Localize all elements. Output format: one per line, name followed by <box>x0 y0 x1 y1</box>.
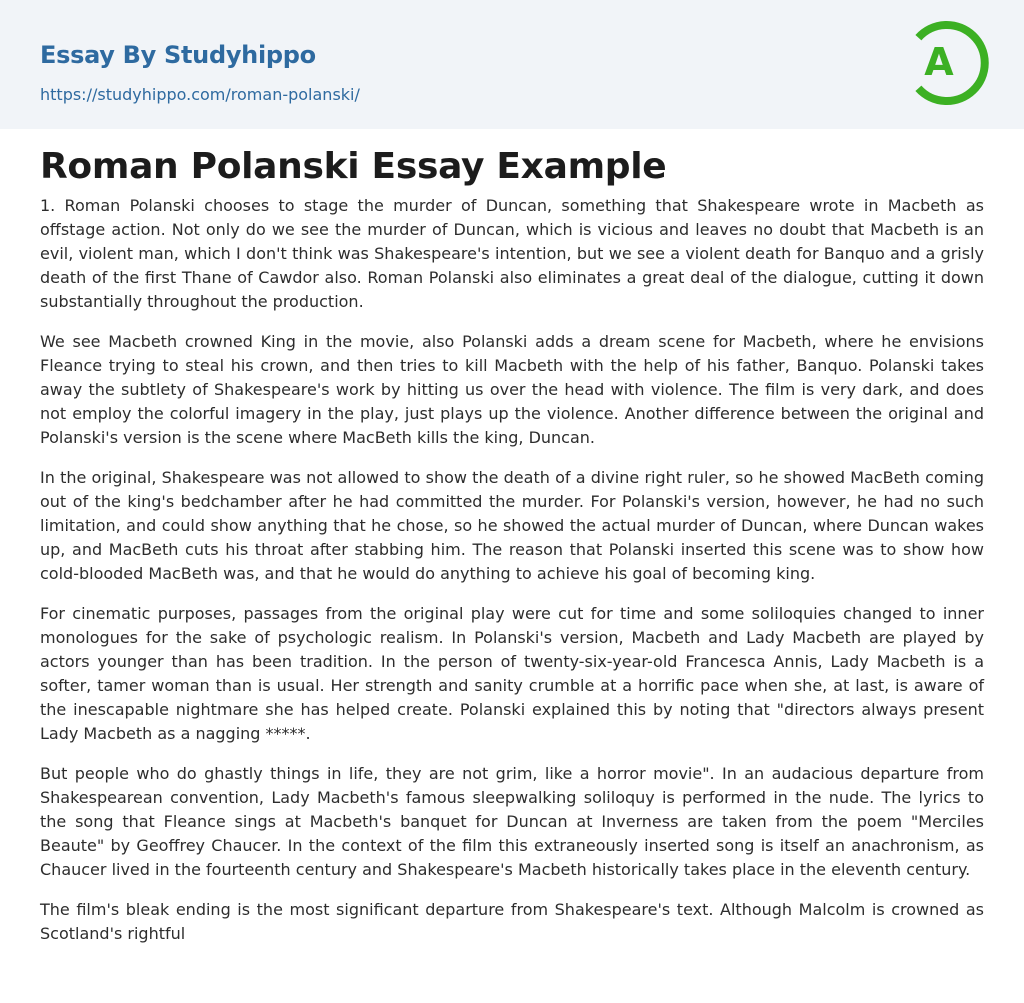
essay-body <box>40 194 984 962</box>
essay-paragraph: 1. Roman Polanski chooses to stage the murder of Duncan, something that Shakespeare wrote in Macbeth as offstage action. Not only do we see the murder of Duncan, which is vicious and leaves no doubt that Macbeth is an evil, violent man, which I don't think was Shakespeare's intention, but we see a violent death for Banquo and a grisly death of the first Thane of Cawdor also. Roman Polanski also eliminates a great deal of the dialogue, cutting it down substantially throughout the production. <box>40 196 984 311</box>
essay-paragraph: We see Macbeth crowned King in the movie, also Polanski adds a dream scene for Macbeth, where he envisions Fleance trying to steal his crown, and then tries to kill Macbeth with the help of his father, Banquo. Polanski takes away the subtlety of Shakespeare's work by hitting us over the head with violence. The film is very dark, and does not employ the colorful imagery in the play, just plays up the violence. Another difference between the original and Polanski's version is the scene where MacBeth kills the king, Duncan. <box>40 332 984 447</box>
essay-paragraph: For cinematic purposes, passages from the original play were cut for time and some soliloquies changed to inner monologues for the sake of psychologic realism. In Polanski's version, Macbeth and Lady Macbeth are played by actors younger than has been tradition. In the person of twenty-six-year-old Francesca Annis, Lady Macbeth is a softer, tamer woman than is usual. Her strength and sanity crumble at a horrific pace when she, at last, is aware of the inescapable nightmare she has helped create. Polanski explained this by noting that "directors always present Lady Macbeth as a nagging *****. <box>40 604 984 743</box>
studyhippo-logo-icon[interactable] <box>908 18 992 108</box>
site-brand[interactable]: Essay By Studyhippo <box>40 41 316 69</box>
essay-url-link[interactable]: https://studyhippo.com/roman-polanski/ <box>40 85 360 104</box>
page-title: Roman Polanski Essay Example <box>40 146 667 187</box>
essay-paragraph: In the original, Shakespeare was not allowed to show the death of a divine right ruler, so he showed MacBeth coming out of the king's bedchamber after he had committed the murder. For Polanski's version, however, he had no such limitation, and could show anything that he chose, so he showed the actual murder of Duncan, where Duncan wakes up, and MacBeth cuts his throat after stabbing him. The reason that Polanski inserted this scene was to show how cold-blooded MacBeth was, and that he would do anything to achieve his goal of becoming king. <box>40 468 984 583</box>
essay-paragraph: The film's bleak ending is the most significant departure from Shakespeare's text. Although Malcolm is crowned as Scotland's rightful <box>40 900 984 943</box>
essay-paragraph: But people who do ghastly things in life, they are not grim, like a horror movie". In an audacious departure from Shakespearean convention, Lady Macbeth's famous sleepwalking soliloquy is performed in the nude. The lyrics to the song that Fleance sings at Macbeth's banquet for Duncan at Inverness are taken from the poem "Merciles Beaute" by Geoffrey Chaucer. In the context of the film this extraneously inserted song is itself an anachronism, as Chaucer lived in the fourteenth century and Shakespeare's Macbeth historically takes place in the eleventh century. <box>40 764 984 879</box>
site-header <box>0 0 1024 129</box>
logo-letter: A <box>924 40 954 84</box>
